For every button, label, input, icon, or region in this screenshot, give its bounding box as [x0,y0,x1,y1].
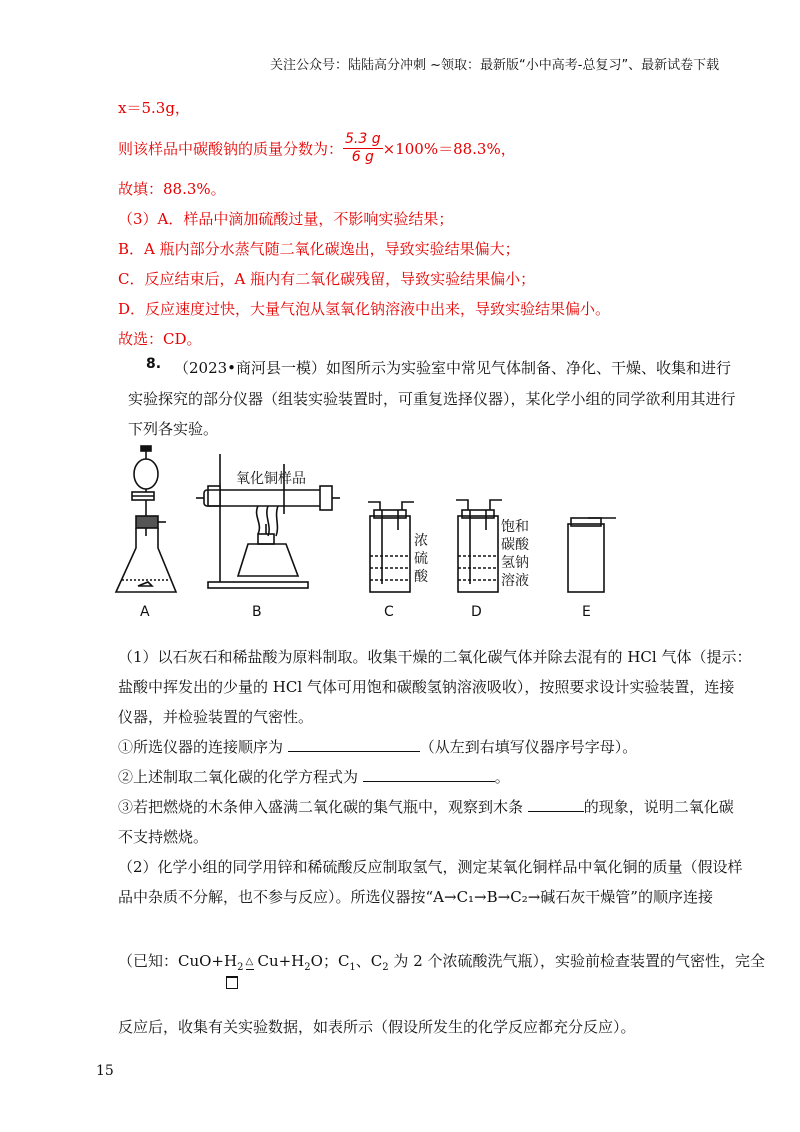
heat-symbol: △ [245,956,254,967]
part2-line-2: 品中杂质不分解，也不参与反应）。所选仪器按“A→C₁→B→C₂→碱石灰干燥管”的顺序连接 [118,888,713,906]
label-d-3: 氢钠 [501,555,529,571]
part2-line-3 [118,950,765,973]
reaction-arrow-line [246,969,254,970]
solution-line-5: B．A 瓶内部分水蒸气随二氧化碳逸出，导致实验结果偏大； [118,240,520,258]
solution-line-8: 故选：CD。 [118,330,202,348]
equation-part-a: （已知：CuO+H [118,952,238,970]
solution-line-2 [118,128,516,168]
equation-sub-h2: 2 [237,962,244,973]
equation-part-c: O；C [310,952,350,970]
part1-q3-post: 的现象，说明二氧化碳 [583,798,734,816]
answer-blank-3[interactable] [528,797,584,812]
solution-line-2-post: ×100%＝88.3%， [382,139,516,158]
apparatus-figure [108,444,638,626]
fraction-denominator: 6 g [351,148,374,165]
part1-line-1: （1）以石灰石和稀盐酸为原料制取。收集干燥的二氧化碳气体并除去混有的 HCl 气体（提示： [118,648,752,666]
equation-part-d: 、C [355,952,383,970]
part1-line-3: 仪器，并检验装置的气密性。 [118,708,314,726]
apparatus-d [456,500,502,592]
part1-q1-post: （从左到右填写仪器序号字母）。 [419,738,638,756]
equation-part-e: 为 2 个浓硫酸洗气瓶），实验前检查装置的气密性，完全 [388,952,766,970]
part1-q2-post: 。 [494,768,510,786]
question-line-2: 实验探究的部分仪器（组装实验装置时，可重复选择仪器），某化学小组的同学欲利用其进行 [128,390,736,408]
part1-q3-pre: ③若把燃烧的木条伸入盛满二氧化碳的集气瓶中，观察到木条 [118,798,528,816]
sub-c1: 1 [349,962,356,973]
placeholder-box-icon [226,976,238,989]
equation-sub-h2o: 2 [304,962,311,973]
label-d-1: 饱和 [501,519,529,535]
part1-q3-line-2: 不支持燃烧。 [118,828,209,846]
part1-q2 [118,766,510,787]
solution-line-7: D．反应速度过快，大量气泡从氢氧化钠溶液中出来，导致实验结果偏小。 [118,300,611,318]
solution-line-1: x＝5.3g， [118,99,190,117]
part2-line-4: 反应后，收集有关实验数据，如表所示（假设所发生的化学反应都充分反应）。 [118,1018,636,1036]
letter-b: B [252,604,262,620]
letter-d: D [471,604,482,620]
part1-q2-pre: ②上述制取二氧化碳的化学方程式为 [118,768,363,786]
fraction [343,131,383,166]
sub-c2: 2 [382,962,389,973]
letter-e: E [582,604,591,620]
label-c-2: 硫 [414,551,428,567]
letter-a: A [140,604,150,620]
equation-part-b: Cu+H [257,952,305,970]
apparatus-a [116,446,176,592]
apparatus-e [568,518,616,592]
part1-q3 [118,796,734,817]
solution-line-2-pre: 则该样品中碳酸钠的质量分数为： [118,139,344,158]
answer-blank-1[interactable] [288,737,420,752]
part1-q1-pre: ①所选仪器的连接顺序为 [118,738,288,756]
label-c-3: 酸 [414,569,428,585]
fraction-numerator: 5.3 g [345,130,381,147]
solution-line-6: C．反应结束后，A 瓶内有二氧化碳残留，导致实验结果偏小； [118,270,536,288]
question-number: 8. [146,356,162,372]
question-line-1: （2023•商河县一模）如图所示为实验室中常见气体制备、净化、干燥、收集和进行 [174,359,732,377]
part1-line-2: 盐酸中挥发出的少量的 HCl 气体可用饱和碳酸氢钠溶液吸收），按照要求设计实验装置，连接 [118,678,735,696]
label-d-4: 溶液 [501,573,529,589]
label-c-1: 浓 [414,533,428,549]
solution-line-4: （3）A．样品中滴加硫酸过量，不影响实验结果； [118,210,454,228]
page-number: 15 [96,1063,114,1079]
apparatus-drawing [108,444,638,626]
part1-q1 [118,736,637,757]
label-copper-oxide-sample: 氧化铜样品 [236,471,306,487]
solution-line-3: 故填：88.3%。 [118,180,226,198]
page-header: 关注公众号：陆陆高分冲刺 ~领取：最新版“小中高考-总复习”、最新试卷下载 [270,58,720,73]
part2-line-1: （2）化学小组的同学用锌和稀硫酸反应制取氢气，测定某氧化铜样品中氧化铜的质量（假设样 [118,858,743,876]
apparatus-c [368,502,414,592]
question-line-3: 下列各实验。 [128,420,219,438]
label-d-2: 碳酸 [501,537,529,553]
letter-c: C [384,604,394,620]
answer-blank-2[interactable] [363,767,495,782]
